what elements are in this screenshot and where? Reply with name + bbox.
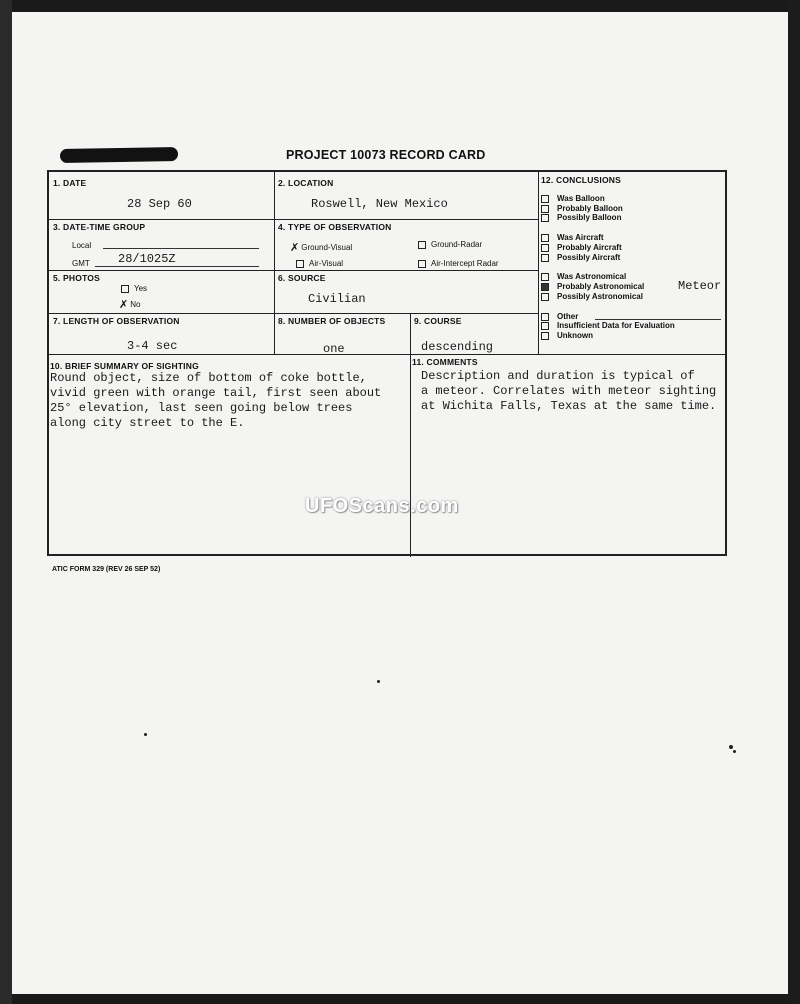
- type-label: 4. TYPE OF OBSERVATION: [278, 222, 392, 232]
- watermark: UFOScans.com: [305, 495, 459, 517]
- checkbox-icon: [418, 260, 426, 268]
- conclusion-item: Insufficient Data for Evaluation: [541, 321, 675, 330]
- checkbox-icon: [296, 260, 304, 268]
- conclusion-item: Possibly Balloon: [541, 213, 621, 222]
- checkmark-icon: ✗: [119, 299, 129, 311]
- objects-label: 8. NUMBER OF OBJECTS: [278, 316, 386, 326]
- gmt-line: [95, 266, 259, 267]
- photos-no: ✗ No: [119, 299, 141, 311]
- checkbox-icon: [121, 285, 129, 293]
- checkbox-icon: [418, 241, 426, 249]
- other-line: [595, 319, 721, 320]
- photos-label: 5. PHOTOS: [53, 273, 100, 283]
- local-line: [103, 248, 259, 249]
- checkbox-icon: [541, 322, 549, 330]
- comment-line: a meteor. Correlates with meteor sighting: [421, 384, 717, 398]
- course-label: 9. COURSE: [414, 316, 462, 326]
- source-value: Civilian: [308, 292, 366, 306]
- course-value: descending: [421, 340, 494, 354]
- checkbox-icon: [541, 254, 549, 262]
- summary-line: 25° elevation, last seen going below trees: [50, 401, 353, 415]
- conclusion-item: Other: [541, 312, 578, 321]
- checkbox-icon: [541, 214, 549, 222]
- conclusion-item: Probably Balloon: [541, 204, 623, 213]
- divider: [49, 354, 410, 355]
- redaction-mark: [60, 147, 178, 163]
- type-air-visual: Air-Visual: [296, 259, 343, 268]
- type-air-intercept: Air-Intercept Radar: [418, 259, 499, 268]
- scan-edge-right: [788, 0, 800, 1004]
- scan-speck: [733, 750, 736, 753]
- summary-line: along city street to the E.: [50, 416, 245, 430]
- date-label: 1. DATE: [53, 178, 87, 188]
- checkbox-icon: [541, 313, 549, 321]
- conclusion-item: Was Balloon: [541, 194, 605, 203]
- divider: [274, 172, 275, 354]
- card-title: PROJECT 10073 RECORD CARD: [286, 148, 486, 162]
- conclusion-item: Unknown: [541, 331, 593, 340]
- checkbox-icon: [541, 293, 549, 301]
- comment-line: at Wichita Falls, Texas at the same time.: [421, 399, 717, 413]
- scan-edge: [0, 0, 12, 1004]
- conclusion-item: Probably Aircraft: [541, 243, 622, 252]
- checkbox-icon: [541, 273, 549, 281]
- checkmark-icon: ✗: [290, 242, 300, 254]
- checkbox-icon: [541, 195, 549, 203]
- scan-speck: [377, 680, 380, 683]
- local-label: Local: [72, 241, 92, 250]
- conclusion-item: Possibly Aircraft: [541, 253, 620, 262]
- objects-value: one: [323, 342, 345, 356]
- conclusion-item: Possibly Astronomical: [541, 292, 643, 301]
- dtg-label: 3. DATE-TIME GROUP: [53, 222, 146, 232]
- divider: [410, 354, 727, 355]
- handwritten-conclusion: Meteor: [678, 279, 722, 293]
- gmt-value: 28/1025Z: [118, 252, 176, 266]
- scan-speck: [144, 733, 147, 736]
- photos-yes: Yes: [121, 284, 147, 293]
- gmt-label: GMT: [72, 259, 90, 268]
- checkbox-icon: [541, 205, 549, 213]
- checkbox-icon: [541, 244, 549, 252]
- conclusion-item: Was Astronomical: [541, 272, 626, 281]
- checkbox-icon: [541, 332, 549, 340]
- source-label: 6. SOURCE: [278, 273, 326, 283]
- divider: [49, 313, 538, 314]
- divider: [538, 172, 539, 354]
- checked-box-icon: [541, 283, 549, 291]
- length-value: 3-4 sec: [127, 339, 178, 353]
- location-label: 2. LOCATION: [278, 178, 334, 188]
- location-value: Roswell, New Mexico: [311, 197, 448, 211]
- summary-label: 10. BRIEF SUMMARY OF SIGHTING: [50, 361, 199, 371]
- conclusions-label: 12. CONCLUSIONS: [541, 175, 621, 185]
- comments-label: 11. COMMENTS: [412, 357, 478, 367]
- summary-line: Round object, size of bottom of coke bottle,: [50, 371, 367, 385]
- divider: [410, 313, 411, 557]
- date-value: 28 Sep 60: [127, 197, 192, 211]
- conclusion-item-checked: Probably Astronomical: [541, 282, 644, 291]
- checkbox-icon: [541, 234, 549, 242]
- type-ground-radar: Ground-Radar: [418, 240, 482, 249]
- summary-line: vivid green with orange tail, first seen about: [50, 386, 382, 400]
- scan-speck: [729, 745, 733, 749]
- type-ground-visual: ✗ Ground-Visual: [290, 242, 353, 254]
- divider: [49, 270, 538, 271]
- length-label: 7. LENGTH OF OBSERVATION: [53, 316, 180, 326]
- comment-line: Description and duration is typical of: [421, 369, 695, 383]
- form-number: ATIC FORM 329 (REV 26 SEP 52): [52, 566, 161, 573]
- divider: [49, 219, 538, 220]
- conclusion-item: Was Aircraft: [541, 233, 604, 242]
